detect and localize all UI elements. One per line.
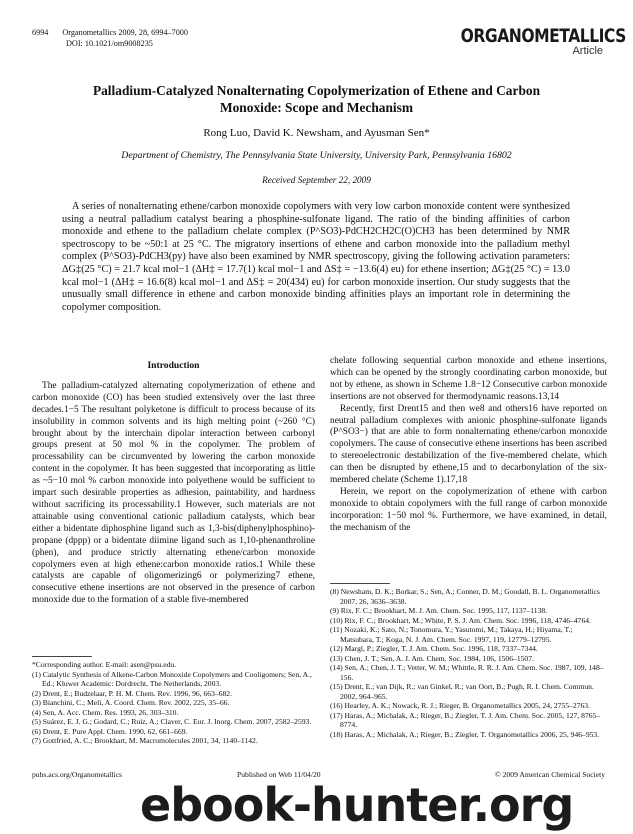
footnote: (1) Catalytic Synthesis of Alkene-Carbon Monoxide Copolymers and Cooligomers; Sen, A., Ed.; Kluwer Academic: Dordrecht, The Netherlands, 2003. xyxy=(32,669,312,688)
footer-copyright: © 2009 American Chemical Society xyxy=(495,770,605,779)
journal-logo xyxy=(429,25,626,57)
abstract: A series of nonalternating ethene/carbon monoxide copolymers with very low carbon monoxide content were synthesized using a neutral palladium catalyst bearing a phosphine-sulfonate ligand. The ratio of the binding affinities of carbon monoxide and ethene to the palladium chelate complex (P^SO3)-PdCH2CH2C(O)CH3 has been determined by NMR spectroscopy to be ~50:1 at 25 °C. The migratory insertions of ethene and carbon monoxide into the palladium methyl complex (P^SO3)-PdCH3(py) have also been examined by NMR spectroscopy, giving the following activation parameters: ΔG‡(25 °C) = 21.7 kcal mol−1 (ΔH‡ = 17.7(1) kcal mol−1 and ΔS‡ = −13.6(4) eu) for ethene insertion; ΔG‡(25 °C) = 13.0 kcal mol−1 (ΔH‡ = 16.6(8) kcal mol−1 and ΔS‡ = 20(434) eu) for carbon monoxide insertion. Our study suggests that the unusually small difference in ethene and carbon monoxide binding affinities plays an important role in determining the copolymer composition. xyxy=(62,201,570,313)
section-heading: Introduction xyxy=(147,360,200,371)
footnote: *Corresponding author. E-mail: asen@psu.edu. xyxy=(32,660,177,669)
footnote: (6) Drent, E. Pure Appl. Chem. 1990, 62, 661–669. xyxy=(32,726,188,736)
doi: DOI: 10.1021/om9008235 xyxy=(66,39,153,48)
article-type-label: Article xyxy=(572,45,603,57)
footnote: (15) Drent, E.; van Dijk, R.; van Ginkel, R.; van Oort, B.; Pugh, R. I. Chem. Commun. 2002, 964–965. xyxy=(330,682,594,701)
article-title: Palladium-Catalyzed Nonalternating Copolymerization of Ethene and Carbon Monoxide: Scope and Mechanism xyxy=(92,83,541,115)
footnote-divider-left xyxy=(32,656,92,657)
author-list: Rong Luo, David K. Newsham, and Ayusman Sen* xyxy=(203,127,430,139)
footnote: (14) Sen, A.; Chen, J. T.; Vetter, W. M.; Whittle, R. R. J. Am. Chem. Soc. 1987, 109, 148–156. xyxy=(330,663,604,682)
received-date: Received September 22, 2009 xyxy=(262,175,371,185)
watermark-text: ebook-hunter.org xyxy=(140,778,574,832)
footnote: (5) Suárez, E. J. G.; Godard, C.; Ruiz, A.; Claver, C. Eur. J. Inorg. Chem. 2007, 2582–2593. xyxy=(32,717,312,726)
journal-logo-text: ORGANOMETALLICS xyxy=(460,25,626,47)
footnote: (7) Gottfried, A. C.; Brookhart, M. Macromolecules 2001, 34, 1140–1142. xyxy=(32,736,258,745)
footnote: (18) Haras, A.; Michalak, A.; Rieger, B.; Ziegler, T. Organometallics 2006, 25, 946–953. xyxy=(330,729,600,739)
footnote-divider-right xyxy=(330,583,390,584)
right-column xyxy=(330,356,607,535)
journal-citation: Organometallics 2009, 28, 6994–7000 xyxy=(62,28,188,37)
footnote: (11) Nozaki, K.; Sato, N.; Tonomura, Y.; Yasutomi, M.; Takaya, H.; Hiyama, T.; Matsubara, T.; Koga, N. J. Am. Chem. Soc. 1997, 119, 12779–12795. xyxy=(330,625,573,644)
page-number: 6994 xyxy=(32,28,49,37)
intro-paragraph-3: Recently, first Drent15 and then we8 and others16 have reported on neutral palladium complexes with anionic phosphine-sulfonate ligands (P^SO3−) that are able to form nonalternating ethene/carbon monoxide copolymers. The cause of consecutive ethene insertions has been ascribed to stereoelectronic destabilization of the five-membered chelate, which can then be disrupted by ethene,15 and to decarbonylation of the six-membered chelate (Scheme 1).17,18 xyxy=(330,403,607,486)
footnote: (10) Rix, F. C.; Brookhart, M.; White, P. S. J. Am. Chem. Soc. 1996, 118, 4746–4764. xyxy=(330,615,591,625)
footnote: (12) Margl, P.; Ziegler, T. J. Am. Chem. Soc. 1996, 118, 7337–7344. xyxy=(330,644,538,653)
footnote: (8) Newsham, D. K.; Borkar, S.; Sen, A.; Conner, D. M.; Goodall, B. L. Organometallics 2007, 26, 3636–3638. xyxy=(330,587,600,606)
intro-paragraph-2: chelate following sequential carbon monoxide and ethene insertions, which can be opened by the strongly coordinating carbon monoxide, but not by ethene, as shown in Scheme 1.8−12 Consecutive carbon monoxide insertions are not observed for thermodynamic reasons.13,14 xyxy=(330,356,607,402)
footer-url: pubs.acs.org/Organometallics xyxy=(32,770,122,779)
intro-paragraph-1: The palladium-catalyzed alternating copolymerization of ethene and carbon monoxide (CO) has been studied extensively over the last three decades.1−5 The resultant polyketone is difficult to process because of its insolubility in common solvents and its high melting point (~260 °C) brought about by the interchain dipolar interaction between carbonyl groups present at 50 mol % in the copolymer. The problem of processability can be circumvented by lowering the carbon monoxide content in the copolymer. It has been suggested that incorporating as little as ~5−10 mol % carbon monoxide into polyethene would be sufficient to impart such desirable properties as adhesion, paintability, and hardness without sacrificing its processability.1 However, such materials are not attainable using conventional cationic palladium catalysts, which bear either a bidentate diphosphine ligand such as 1,3-bis(diphenylphosphino)-propane (dppp) or a bidentate diimine ligand such as 1,10-phenanthroline (phen), and produce strictly alternating ethene/carbon monoxide copolymers even at high ethene:carbon monoxide ratios.1 While these catalysts are capable of oligomerizing6 or polymerizing7 ethene, consecutive ethene insertions are not observed in the presence of carbon monoxide due to the formation of a stable five-membered xyxy=(32,380,315,606)
footnote: (2) Drent, E.; Budzelaar, P. H. M. Chem. Rev. 1996, 96, 663–682. xyxy=(32,688,232,698)
footnote: (17) Haras, A.; Michalak, A.; Rieger, B.; Ziegler, T. J. Am. Chem. Soc. 2005, 127, 8765–8774. xyxy=(330,710,601,729)
footnote: (16) Hearley, A. K.; Nowack, R. J.; Rieger, B. Organometallics 2005, 24, 2755–2763. xyxy=(330,701,590,710)
footnotes-right xyxy=(330,587,607,739)
footnotes-left xyxy=(32,660,315,746)
footnote: (13) Chen, J. T.; Sen, A. J. Am. Chem. Soc. 1984, 106, 1506–1507. xyxy=(330,653,534,663)
footnote: (4) Sen, A. Acc. Chem. Res. 1993, 26, 303–310. xyxy=(32,707,179,717)
intro-paragraph-4: Herein, we report on the copolymerization of ethene with carbon monoxide to obtain copolymers with the full range of carbon monoxide incorporation: 1−50 mol %. Furthermore, we have examined, in detail, the mechanism of the xyxy=(330,486,607,533)
footer-published: Published on Web 11/04/20 xyxy=(237,770,321,779)
footnote: (3) Bianchini, C.; Meli, A. Coord. Chem. Rev. 2002, 225, 35–66. xyxy=(32,698,230,707)
left-column xyxy=(32,360,315,607)
footnote: (9) Rix, F. C.; Brookhart, M. J. Am. Chem. Soc. 1995, 117, 1137–1138. xyxy=(330,606,548,615)
running-header xyxy=(32,27,188,49)
affiliation: Department of Chemistry, The Pennsylvania State University, University Park, Pennsylvania 16802 xyxy=(121,150,512,161)
